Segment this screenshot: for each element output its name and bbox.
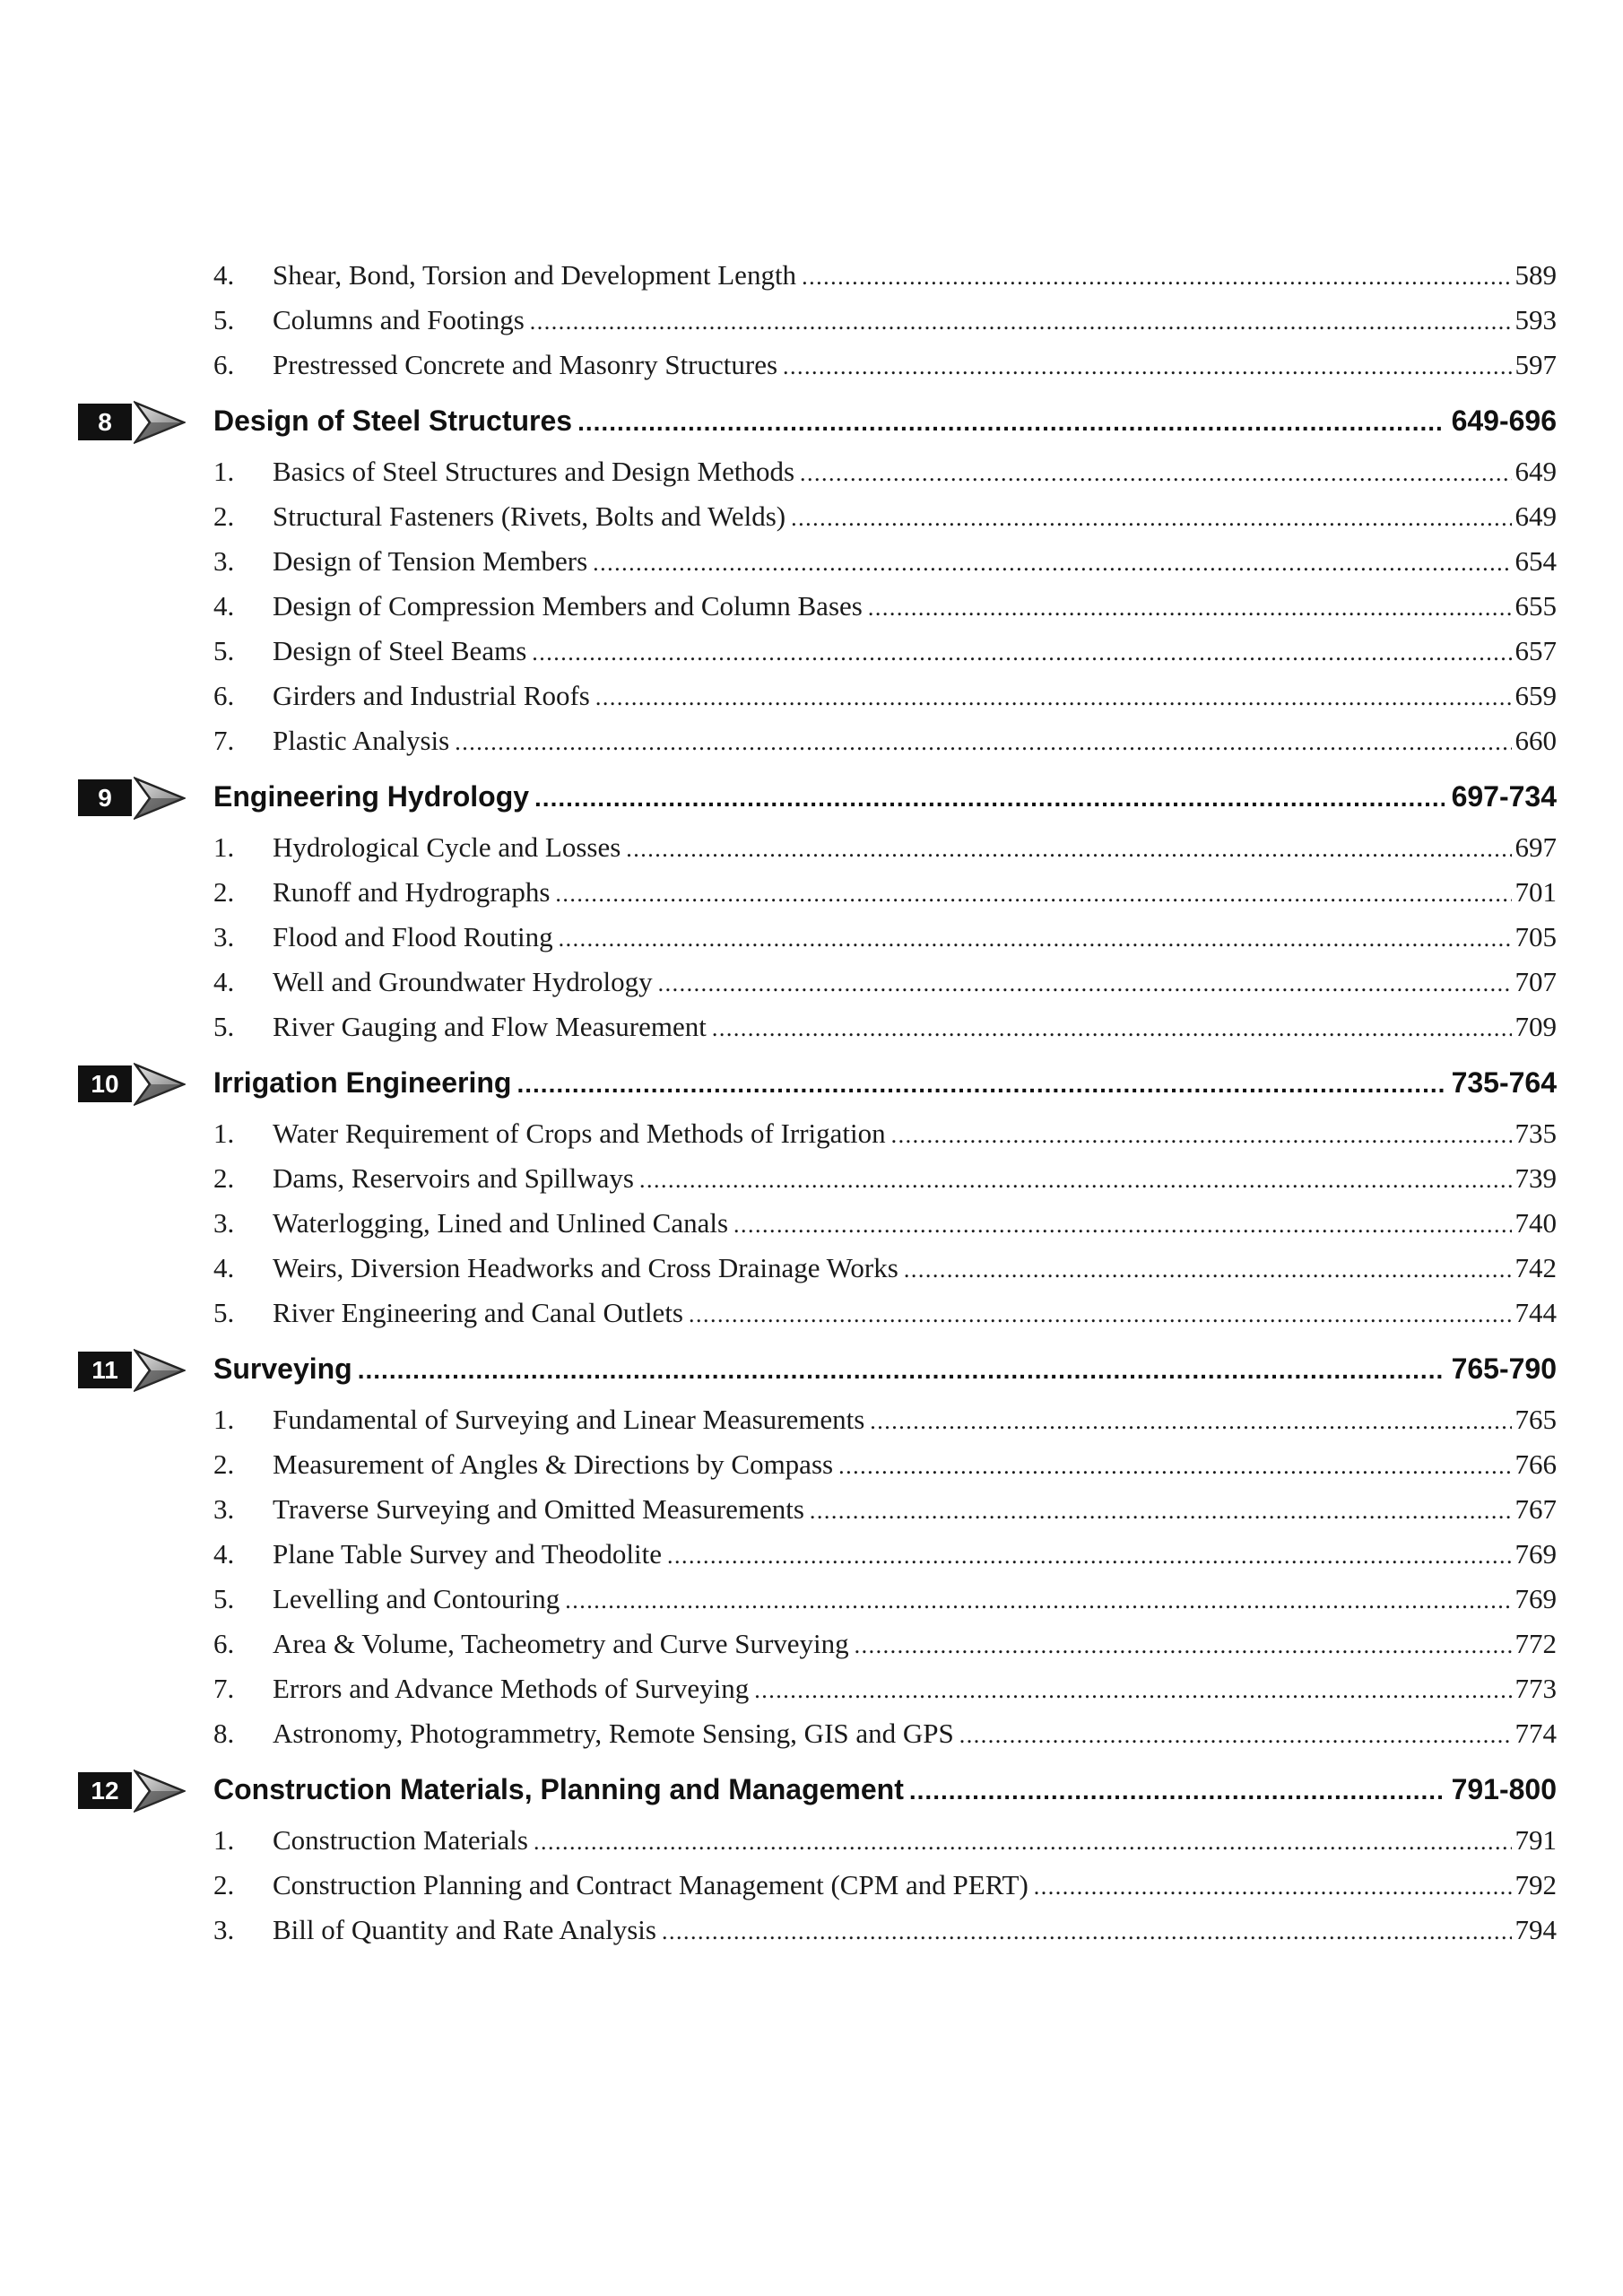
toc-entry-title: Basics of Steel Structures and Design Methods bbox=[273, 456, 795, 487]
chapter-page-range: 791-800 bbox=[1451, 1773, 1557, 1805]
toc-entry-number: 3. bbox=[213, 1207, 235, 1239]
toc-entry[interactable] bbox=[0, 1159, 1623, 1204]
toc-entry[interactable] bbox=[0, 1579, 1623, 1624]
toc-entry-number: 4. bbox=[213, 590, 235, 622]
toc-entry-number: 5. bbox=[213, 1011, 235, 1042]
toc-entry-page: 707 bbox=[1515, 966, 1557, 997]
toc-entry-page: 767 bbox=[1515, 1493, 1557, 1525]
chapter-title: Engineering Hydrology bbox=[213, 780, 530, 813]
dot-leader bbox=[534, 784, 1445, 813]
toc-entry[interactable] bbox=[0, 1490, 1623, 1535]
toc-entry[interactable] bbox=[0, 1624, 1623, 1669]
dot-leader bbox=[855, 1632, 1512, 1659]
toc-entry-page: 589 bbox=[1515, 259, 1557, 291]
toc-entry[interactable] bbox=[0, 962, 1623, 1007]
toc-entry-title: Shear, Bond, Torsion and Development Length bbox=[273, 259, 797, 291]
toc-entry-page: 794 bbox=[1515, 1914, 1557, 1945]
toc-entry-title: Runoff and Hydrographs bbox=[273, 876, 551, 908]
toc-entry-page: 744 bbox=[1515, 1297, 1557, 1328]
toc-entry-page: 791 bbox=[1515, 1824, 1557, 1856]
toc-entry-number: 7. bbox=[213, 725, 235, 756]
toc-entry-page: 709 bbox=[1515, 1011, 1557, 1042]
toc-entry-page: 593 bbox=[1515, 304, 1557, 335]
toc-entry-number: 5. bbox=[213, 1583, 235, 1614]
toc-entry-title: Area & Volume, Tacheometry and Curve Surveying bbox=[273, 1628, 849, 1659]
chapter-title: Construction Materials, Planning and Management bbox=[213, 1773, 904, 1805]
chevron-arrow-icon bbox=[134, 399, 186, 446]
toc-entry-number: 5. bbox=[213, 635, 235, 666]
toc-entry-page: 649 bbox=[1515, 456, 1557, 487]
toc-entry[interactable] bbox=[0, 1910, 1623, 1955]
dot-leader bbox=[565, 1587, 1511, 1614]
toc-entry-number: 2. bbox=[213, 1869, 235, 1900]
toc-entry[interactable] bbox=[0, 587, 1623, 631]
toc-entry-title: Design of Compression Members and Column Bases bbox=[273, 590, 863, 622]
chapter-page-range: 765-790 bbox=[1451, 1352, 1557, 1385]
toc-entry-page: 769 bbox=[1515, 1583, 1557, 1614]
toc-entry[interactable] bbox=[0, 828, 1623, 873]
toc-entry[interactable] bbox=[0, 1114, 1623, 1159]
dot-leader bbox=[754, 1677, 1511, 1704]
dot-leader bbox=[904, 1257, 1512, 1283]
toc-entry-page: 774 bbox=[1515, 1718, 1557, 1749]
toc-entry[interactable] bbox=[0, 1669, 1623, 1714]
toc-entry-number: 4. bbox=[213, 259, 235, 291]
dot-leader bbox=[358, 1356, 1445, 1385]
toc-entry[interactable] bbox=[0, 1535, 1623, 1579]
dot-leader bbox=[959, 1722, 1512, 1749]
chapter-page-range: 735-764 bbox=[1451, 1066, 1557, 1099]
toc-entry-title: Plane Table Survey and Theodolite bbox=[273, 1538, 663, 1570]
toc-entry-title: Construction Planning and Contract Management (CPM and PERT) bbox=[273, 1869, 1028, 1900]
dot-leader bbox=[891, 1122, 1512, 1149]
toc-entry-number: 1. bbox=[213, 456, 235, 487]
chapter-page-range: 649-696 bbox=[1451, 404, 1557, 437]
toc-entry-number: 2. bbox=[213, 876, 235, 908]
toc-entry[interactable] bbox=[0, 452, 1623, 497]
toc-entry-title: Hydrological Cycle and Losses bbox=[273, 831, 621, 863]
toc-entry-title: Errors and Advance Methods of Surveying bbox=[273, 1673, 750, 1704]
toc-entry[interactable] bbox=[0, 1866, 1623, 1910]
dot-leader bbox=[667, 1543, 1511, 1570]
toc-entry-number: 3. bbox=[213, 921, 235, 952]
toc-entry-number: 2. bbox=[213, 1162, 235, 1194]
dot-leader bbox=[559, 926, 1512, 952]
chapter-heading[interactable] bbox=[0, 771, 1623, 825]
toc-entry-number: 1. bbox=[213, 831, 235, 863]
dot-leader bbox=[689, 1301, 1512, 1328]
toc-entry-page: 654 bbox=[1515, 545, 1557, 577]
toc-entry-title: Bill of Quantity and Rate Analysis bbox=[273, 1914, 656, 1945]
dot-leader bbox=[909, 1777, 1445, 1805]
chapter-title: Design of Steel Structures bbox=[213, 404, 573, 437]
toc-entry-title: Weirs, Diversion Headworks and Cross Drainage Works bbox=[273, 1252, 898, 1283]
toc-entry[interactable] bbox=[0, 1714, 1623, 1759]
toc-entry-page: 772 bbox=[1515, 1628, 1557, 1659]
toc-entry-title: Levelling and Contouring bbox=[273, 1583, 560, 1614]
chapter-title: Irrigation Engineering bbox=[213, 1066, 512, 1099]
chapter-number-badge: 9 bbox=[78, 779, 132, 816]
chevron-arrow-icon bbox=[134, 1347, 186, 1394]
toc-entry-title: Girders and Industrial Roofs bbox=[273, 680, 590, 711]
toc-entry-title: Waterlogging, Lined and Unlined Canals bbox=[273, 1207, 729, 1239]
toc-entry-page: 739 bbox=[1515, 1162, 1557, 1194]
toc-entry-title: Astronomy, Photogrammetry, Remote Sensing, GIS and GPS bbox=[273, 1718, 954, 1749]
toc-entry-number: 1. bbox=[213, 1824, 235, 1856]
dot-leader bbox=[733, 1212, 1511, 1239]
dot-leader bbox=[838, 1453, 1511, 1480]
toc-entry-page: 769 bbox=[1515, 1538, 1557, 1570]
toc-entry-number: 3. bbox=[213, 1914, 235, 1945]
toc-entry[interactable] bbox=[0, 721, 1623, 766]
toc-entry-number: 1. bbox=[213, 1404, 235, 1435]
dot-leader bbox=[530, 309, 1512, 335]
toc-entry-number: 6. bbox=[213, 349, 235, 380]
toc-entry[interactable] bbox=[0, 1204, 1623, 1248]
toc-entry-page: 649 bbox=[1515, 500, 1557, 532]
chapter-title: Surveying bbox=[213, 1352, 352, 1385]
toc-entry-number: 3. bbox=[213, 545, 235, 577]
dot-leader bbox=[577, 408, 1444, 437]
toc-entry-page: 655 bbox=[1515, 590, 1557, 622]
toc-entry-number: 7. bbox=[213, 1673, 235, 1704]
toc-entry-title: Design of Steel Beams bbox=[273, 635, 527, 666]
dot-leader bbox=[783, 353, 1511, 380]
toc-entry-page: 740 bbox=[1515, 1207, 1557, 1239]
toc-entry-title: Well and Groundwater Hydrology bbox=[273, 966, 653, 997]
dot-leader bbox=[868, 595, 1512, 622]
toc-entry-number: 5. bbox=[213, 304, 235, 335]
toc-entry-number: 5. bbox=[213, 1297, 235, 1328]
dot-leader bbox=[870, 1408, 1511, 1435]
chapter-heading[interactable] bbox=[0, 1764, 1623, 1818]
dot-leader bbox=[516, 1070, 1444, 1099]
toc-entry[interactable] bbox=[0, 1445, 1623, 1490]
toc-entry-page: 773 bbox=[1515, 1673, 1557, 1704]
toc-entry-number: 4. bbox=[213, 1252, 235, 1283]
toc-entry-page: 660 bbox=[1515, 725, 1557, 756]
toc-entry-title: Columns and Footings bbox=[273, 304, 525, 335]
chapter-heading[interactable] bbox=[0, 1057, 1623, 1111]
toc-entry-number: 4. bbox=[213, 1538, 235, 1570]
toc-entry[interactable] bbox=[0, 1293, 1623, 1338]
chevron-arrow-icon bbox=[134, 1768, 186, 1814]
toc-entry-page: 742 bbox=[1515, 1252, 1557, 1283]
toc-entry[interactable] bbox=[0, 1248, 1623, 1293]
toc-entry[interactable] bbox=[0, 676, 1623, 721]
toc-entry-page: 659 bbox=[1515, 680, 1557, 711]
toc-entry-page: 657 bbox=[1515, 635, 1557, 666]
toc-entry-number: 6. bbox=[213, 1628, 235, 1659]
dot-leader bbox=[662, 1918, 1512, 1945]
toc-entry[interactable] bbox=[0, 1821, 1623, 1866]
toc-entry-number: 2. bbox=[213, 500, 235, 532]
toc-entry-title: Construction Materials bbox=[273, 1824, 528, 1856]
toc-entry-title: River Gauging and Flow Measurement bbox=[273, 1011, 707, 1042]
toc-entry-title: Design of Tension Members bbox=[273, 545, 588, 577]
chapter-number-badge: 10 bbox=[78, 1065, 132, 1102]
dot-leader bbox=[800, 460, 1511, 487]
toc-entry[interactable] bbox=[0, 1007, 1623, 1052]
toc-entry-number: 6. bbox=[213, 680, 235, 711]
toc-entry-title: Water Requirement of Crops and Methods of Irrigation bbox=[273, 1118, 886, 1149]
dot-leader bbox=[639, 1167, 1512, 1194]
dot-leader bbox=[810, 1498, 1512, 1525]
chevron-arrow-icon bbox=[134, 775, 186, 822]
dot-leader bbox=[555, 881, 1511, 908]
toc-entry-page: 597 bbox=[1515, 349, 1557, 380]
toc-entry-title: Prestressed Concrete and Masonry Structures bbox=[273, 349, 778, 380]
dot-leader bbox=[595, 684, 1512, 711]
toc-entry-title: Plastic Analysis bbox=[273, 725, 450, 756]
dot-leader bbox=[802, 264, 1511, 291]
toc-entry[interactable] bbox=[0, 1400, 1623, 1445]
toc-entry[interactable] bbox=[0, 918, 1623, 962]
dot-leader bbox=[455, 729, 1511, 756]
dot-leader bbox=[658, 970, 1512, 997]
toc-entry-number: 4. bbox=[213, 966, 235, 997]
toc-entry-page: 792 bbox=[1515, 1869, 1557, 1900]
toc-entry[interactable] bbox=[0, 631, 1623, 676]
toc-entry-page: 705 bbox=[1515, 921, 1557, 952]
dot-leader bbox=[626, 836, 1511, 863]
toc-entry-title: Dams, Reservoirs and Spillways bbox=[273, 1162, 634, 1194]
toc-entry-title: Measurement of Angles & Directions by Compass bbox=[273, 1448, 834, 1480]
toc-entry-number: 8. bbox=[213, 1718, 235, 1749]
toc-entry-title: Traverse Surveying and Omitted Measurements bbox=[273, 1493, 804, 1525]
chapter-number-badge: 8 bbox=[78, 404, 132, 440]
toc-entry-title: River Engineering and Canal Outlets bbox=[273, 1297, 683, 1328]
toc-entry-page: 697 bbox=[1515, 831, 1557, 863]
toc-entry-page: 701 bbox=[1515, 876, 1557, 908]
toc-entry-title: Structural Fasteners (Rivets, Bolts and Welds) bbox=[273, 500, 786, 532]
toc-entry[interactable] bbox=[0, 300, 1623, 345]
toc-entry-title: Fundamental of Surveying and Linear Measurements bbox=[273, 1404, 865, 1435]
chapter-number-badge: 11 bbox=[78, 1352, 132, 1388]
dot-leader bbox=[712, 1015, 1512, 1042]
toc-entry-page: 766 bbox=[1515, 1448, 1557, 1480]
toc-entry-title: Flood and Flood Routing bbox=[273, 921, 553, 952]
toc-entry-number: 2. bbox=[213, 1448, 235, 1480]
toc-entry[interactable] bbox=[0, 873, 1623, 918]
chevron-arrow-icon bbox=[134, 1061, 186, 1108]
chapter-heading[interactable] bbox=[0, 396, 1623, 449]
dot-leader bbox=[1034, 1874, 1512, 1900]
toc-entry[interactable] bbox=[0, 345, 1623, 390]
table-of-contents bbox=[0, 256, 1623, 1955]
chapter-heading[interactable] bbox=[0, 1344, 1623, 1397]
dot-leader bbox=[791, 505, 1511, 532]
toc-entry-number: 3. bbox=[213, 1493, 235, 1525]
toc-entry[interactable] bbox=[0, 542, 1623, 587]
toc-entry-page: 765 bbox=[1515, 1404, 1557, 1435]
chapter-page-range: 697-734 bbox=[1451, 780, 1557, 813]
chapter-number-badge: 12 bbox=[78, 1772, 132, 1809]
toc-entry-number: 1. bbox=[213, 1118, 235, 1149]
toc-entry[interactable] bbox=[0, 497, 1623, 542]
dot-leader bbox=[593, 550, 1511, 577]
toc-entry[interactable] bbox=[0, 256, 1623, 300]
dot-leader bbox=[534, 1829, 1512, 1856]
dot-leader bbox=[532, 639, 1511, 666]
toc-entry-page: 735 bbox=[1515, 1118, 1557, 1149]
